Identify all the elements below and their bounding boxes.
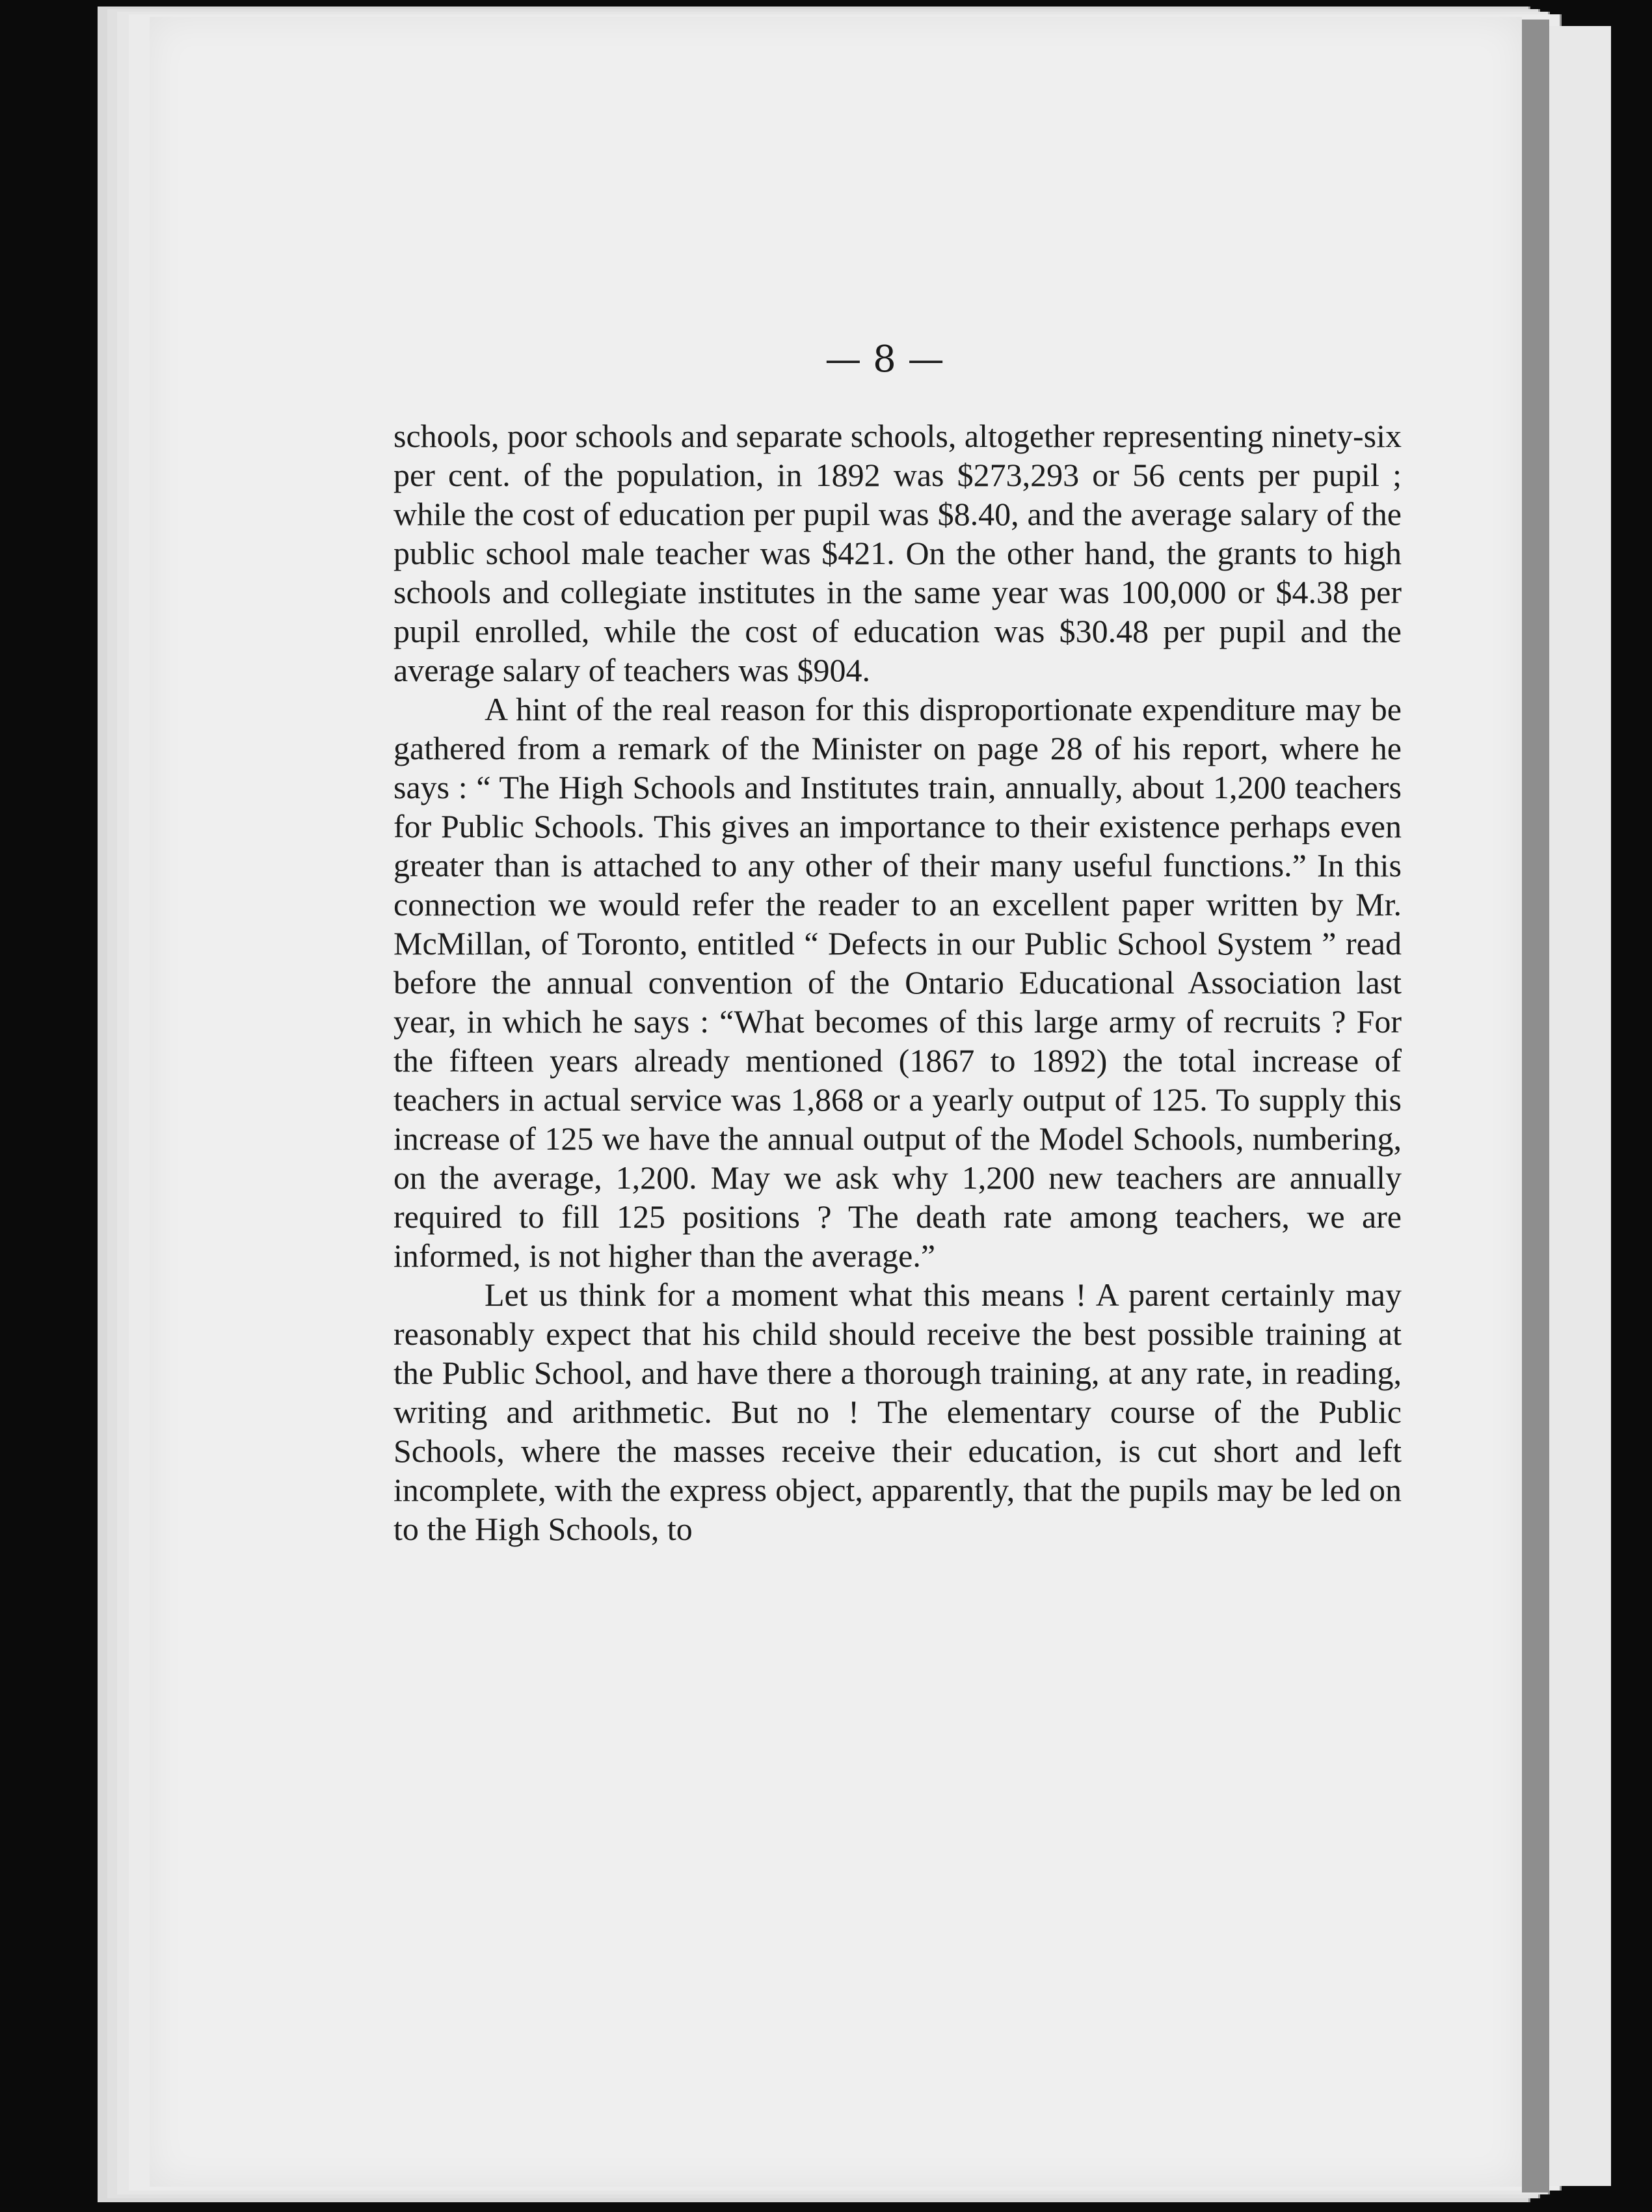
paragraph-3: Let us think for a moment what this means ! A parent certainly may reasonably expect that his child should receive the best possible training at the Public School, and have there a thorough training, at any rate, in reading, writing and arithmetic. But no ! The elementary course of the Public Schools, where the masses receive their education, is cut short and left incomplete, with the express object, apparently, that the pupils may be led on to the High Schools, to xyxy=(393,1276,1402,1547)
body-text xyxy=(393,416,1402,1548)
page-gutter xyxy=(1522,20,1549,2192)
facing-page-edge xyxy=(1549,26,1611,2186)
paragraph-1: schools, poor schools and separate schools, altogether representing ninety-six per cent. of the population, in 1892 was $273,293 or 56 cents per pupil ; while the cost of education per pupil was $8.40, and the average salary of the public school male teacher was $421. On the other hand, the grants to high schools and collegiate institutes in the same year was 100,000 or $4.38 per pupil enrolled, while the cost of education was $30.48 per pupil and the average salary of teachers was $904. xyxy=(393,418,1402,688)
page-number: — 8 — xyxy=(825,338,944,381)
paragraph-2: A hint of the real reason for this disproportionate expenditure may be gathered from a remark of the Minister on page 28 of his report, where he says : “ The High Schools and Institutes train, annually, about 1,200 teachers for Public Schools. This gives an importance to their existence perhaps even greater than is attached to any other of their many useful functions.” In this connection we would refer the reader to an excellent paper written by Mr. McMillan, of Toronto, entitled “ Defects in our Public School System ” read before the annual convention of the Ontario Educational Association last year, in which he says : “What becomes of this large army of recruits ? For the fifteen years already mentioned (1867 to 1892) the total increase of teachers in actual service was 1,868 or a yearly output of 125. To supply this increase of 125 we have the annual output of the Model Schools, numbering, on the average, 1,200. May we ask why 1,200 new teachers are annually required to fill 125 positions ? The death rate among teachers, we are informed, is not higher than the average.” xyxy=(393,691,1402,1274)
